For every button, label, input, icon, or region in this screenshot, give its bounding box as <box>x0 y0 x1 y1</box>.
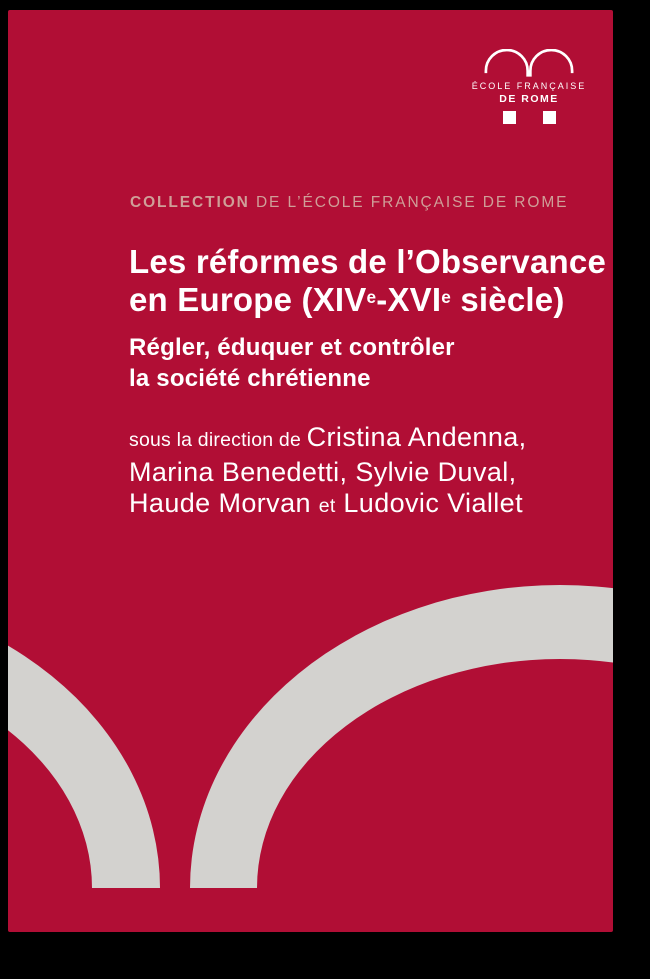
editors-line-1 <box>129 422 527 457</box>
pillar-square-right <box>543 111 556 124</box>
title-line-1: Les réformes de l’Observance <box>129 243 606 280</box>
right-arch-shape <box>190 585 613 888</box>
direction-prefix: sous la direction de <box>129 429 307 451</box>
title-line2-post: siècle) <box>451 281 565 318</box>
editors-block <box>129 422 527 523</box>
editor-name-1: Cristina Andenna, <box>306 422 527 452</box>
collection-label: COLLECTION <box>130 194 250 211</box>
title-line-2 <box>129 281 606 324</box>
editor-name-4: Haude Morvan <box>129 488 319 518</box>
publisher-name-line2: DE ROME <box>499 93 559 105</box>
book-cover <box>8 10 613 932</box>
title-line2-pre: en Europe (XIV <box>129 281 367 318</box>
efr-pillars-icon <box>463 111 595 124</box>
collection-rest: DE L’ÉCOLE FRANÇAISE DE ROME <box>249 194 569 211</box>
title-ordinal-superscript-1: e <box>366 286 377 307</box>
efr-arches-icon <box>484 49 574 78</box>
collection-line <box>130 194 568 212</box>
pillar-square-left <box>503 111 516 124</box>
title-ordinal-superscript-2: e <box>441 286 451 307</box>
et-connector: et <box>318 495 336 517</box>
editors-line-2: Marina Benedetti, Sylvie Duval, <box>129 456 517 487</box>
publisher-name-line1: ÉCOLE FRANÇAISE <box>471 81 587 91</box>
subtitle-line-1: Régler, éduquer et contrôler <box>129 334 455 361</box>
left-arch-shape <box>8 588 160 888</box>
book-subtitle <box>129 332 455 394</box>
editors-line-3 <box>129 488 527 523</box>
subtitle-line-2: la société chrétienne <box>129 365 371 392</box>
title-line2-mid: -XVI <box>376 281 442 318</box>
publisher-logo <box>463 49 595 124</box>
editor-name-5: Ludovic Viallet <box>335 488 523 518</box>
book-title <box>129 243 606 324</box>
